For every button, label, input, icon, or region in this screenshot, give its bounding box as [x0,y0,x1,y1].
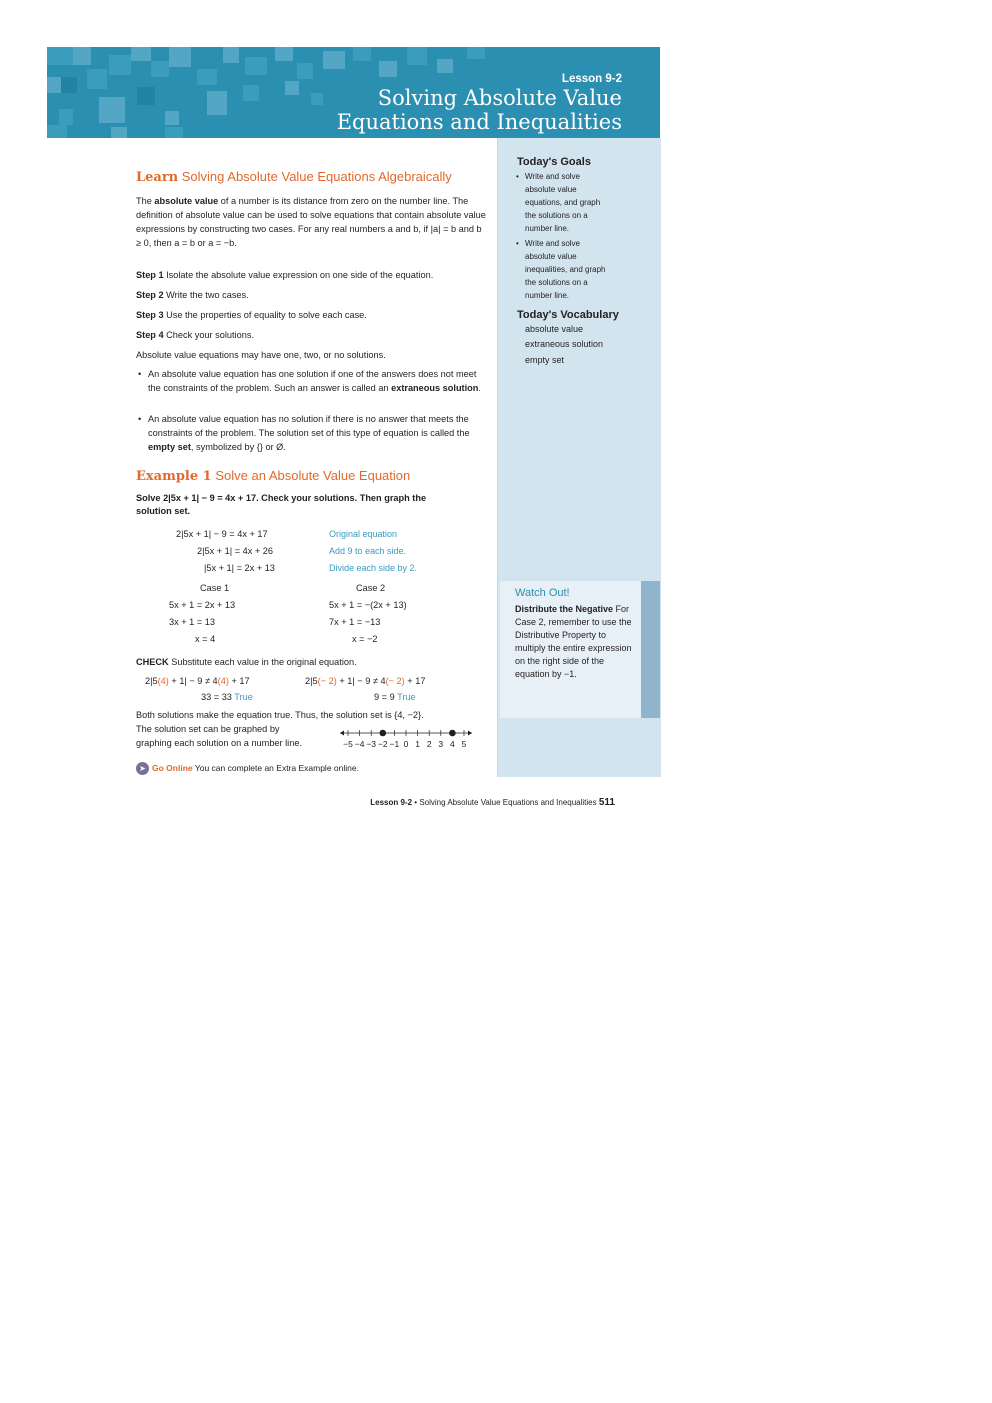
equation-step: 2|5x + 1| = 4x + 26 [197,546,274,556]
goal-line: number line. [525,291,570,300]
number-line-tick-label: −5 [343,739,353,749]
page-footer [370,797,615,808]
example-prompt-line2: solution set. [136,506,191,516]
text-run: + 1| − 9 ≠ 4 [336,676,386,686]
check-label: CHECK [136,657,169,667]
step-1 [136,270,433,280]
step-text: Isolate the absolute value expression on one side of the equation. [163,270,434,280]
case-2-label: Case 2 [356,583,386,593]
goal-line: Write and solve [525,239,580,248]
step-label: Step 2 [136,290,164,300]
text-run: , symbolized by {} or Ø. [190,442,286,452]
number-line-tick-label: 5 [461,739,467,749]
goal-line: the solutions on a [525,211,588,220]
check-line [136,657,357,667]
number-line [338,724,484,754]
watch-out-box [500,581,641,718]
conclusion-text: Both solutions make the equation true. Thus, the solution set is {4, −2}. [136,710,424,720]
true-label: True [234,692,253,702]
case-1-line: x = 4 [195,634,216,644]
case-2-line: x = −2 [352,634,378,644]
check-result-2 [374,692,416,702]
title-line-2: Equations and Inequalities [336,110,622,134]
number-line-tick-label: 2 [426,739,432,749]
goal-line: absolute value [525,185,577,194]
equation-note: Divide each side by 2. [329,563,418,573]
example-title: Solve an Absolute Value Equation [211,468,411,483]
definition-paragraph [136,194,488,250]
arrow-right-icon [468,731,472,736]
equation-step: 2|5x + 1| − 9 = 4x + 17 [176,529,268,539]
bullet-empty-set [136,412,488,454]
step-text: Use the properties of equality to solve each case. [163,310,367,320]
example-prompt-line1: Solve 2|5x + 1| − 9 = 4x + 17. Check your solutions. Then graph the [136,493,427,503]
page-number: 511 [598,797,615,808]
text-run: An absolute value equation has one solution if one of the answers does not meet the constraints of the problem. Such an answer is called an [148,369,477,393]
solutions-intro: Absolute value equations may have one, two, or no solutions. [136,350,386,360]
step-3 [136,310,367,320]
substituted-value: (− 2) [317,676,337,686]
lesson-title [337,86,622,134]
title-line-1: Solving Absolute Value [377,86,622,110]
footer-lesson: Lesson 9-2 [370,798,413,807]
check-case-1 [145,676,250,686]
step-text: Check your solutions. [163,330,254,340]
step-label: Step 1 [136,270,164,280]
case-1-line: 3x + 1 = 13 [169,617,215,627]
term: empty set [148,442,191,452]
watch-out-body: For Case 2, remember to use the Distributive Property to multiply the entire expression on the right side of the equation by −1. [515,604,632,679]
example-heading [136,468,410,484]
substituted-value: (4) [157,676,169,686]
check-text: Substitute each value in the original equation. [168,657,357,667]
bullet-icon: • [516,239,519,248]
solution-point [449,730,456,737]
case-2-line: 7x + 1 = −13 [329,617,381,627]
substituted-value: (4) [217,676,229,686]
solution-point [380,730,387,737]
case-2-line: 5x + 1 = −(2x + 13) [329,600,407,610]
text-run: 33 = 33 [201,692,235,702]
go-online-note [136,762,359,775]
graph-text-line1: The solution set can be graphed by [136,724,280,734]
number-line-tick-label: −1 [389,739,400,749]
goal-line: inequalities, and graph [525,265,606,274]
text-run: 2|5 [305,676,318,686]
text-run: of a number is its distance from zero on the number line. The definition of absolute value can be used to solve equations that contain absolute value expressions by constructing two cases. For any real numbers a and b, if |a| = b and b ≥ 0, then a = b or a = −b. [136,196,486,248]
lesson-banner [47,47,660,138]
equation-note: Original equation [329,529,398,539]
step-label: Step 3 [136,310,164,320]
goal-line: number line. [525,224,570,233]
substituted-value: (− 2) [385,676,405,686]
bullet-icon: • [516,172,519,181]
vocab-item: absolute value [525,324,584,334]
vocab-item: extraneous solution [525,339,604,349]
bullet-extraneous [136,367,488,395]
equation-step: |5x + 1| = 2x + 13 [204,563,275,573]
watch-out-bold: Distribute the Negative [515,604,614,614]
step-2 [136,290,249,300]
number-line-tick-label: −4 [354,739,365,749]
number-line-tick-label: 3 [438,739,444,749]
goal-item [516,237,635,302]
check-case-2 [305,676,425,686]
step-4 [136,330,254,340]
term: extraneous solution [391,383,479,393]
lesson-number: Lesson 9-2 [561,73,622,85]
case-1-line: 5x + 1 = 2x + 13 [169,600,236,610]
term: absolute value [154,196,219,206]
vocab-item: empty set [525,355,565,365]
goal-item [516,170,635,235]
bullet-icon: • [138,369,142,379]
text-run: + 1| − 9 ≠ 4 [168,676,218,686]
goal-line: equations, and graph [525,198,601,207]
text-run: . [478,383,481,393]
arrow-left-icon [340,731,344,736]
number-line-tick-label: 1 [415,739,420,749]
footer-title: Solving Absolute Value Equations and Inequalities [419,798,599,807]
bullet-icon: • [138,414,142,424]
true-label: True [397,692,416,702]
step-text: Write the two cases. [163,290,249,300]
text-run: The [136,196,155,206]
go-online-text: You can complete an Extra Example online. [192,762,359,773]
go-online-icon: ➤ [136,762,149,775]
number-line-tick-label: −2 [377,739,388,749]
text-run: An absolute value equation has no solution if there is no answer that meets the constraints of the problem. The solution set of this type of equation is called the [148,414,470,438]
text-run: + 17 [228,676,250,686]
number-line-tick-label: −3 [366,739,377,749]
number-line-tick-label: 4 [450,739,455,749]
vocab-heading: Today's Vocabulary [517,309,619,321]
goal-line: the solutions on a [525,278,588,287]
watch-out-bar [641,581,660,718]
learn-heading [136,169,452,185]
watch-out-title: Watch Out! [515,587,570,599]
learn-title: Solving Absolute Value Equations Algebraically [178,169,452,184]
text-run: 9 = 9 [374,692,398,702]
goal-line: Write and solve [525,172,580,181]
step-label: Step 4 [136,330,164,340]
equation-note: Add 9 to each side. [329,546,407,556]
number-line-tick-label: 0 [403,739,409,749]
go-online-label[interactable]: Go Online [152,762,193,773]
learn-label: Learn [136,170,179,185]
graph-text-line2: graphing each solution on a number line. [136,738,302,748]
text-run: + 17 [404,676,426,686]
goals-heading: Today's Goals [517,156,591,168]
goal-line: absolute value [525,252,577,261]
check-result-1 [201,692,253,702]
footer-separator: • [412,798,420,807]
example-label: Example 1 [136,469,212,484]
watch-out-text [515,603,633,681]
text-run: 2|5 [145,676,158,686]
case-1-label: Case 1 [200,583,230,593]
